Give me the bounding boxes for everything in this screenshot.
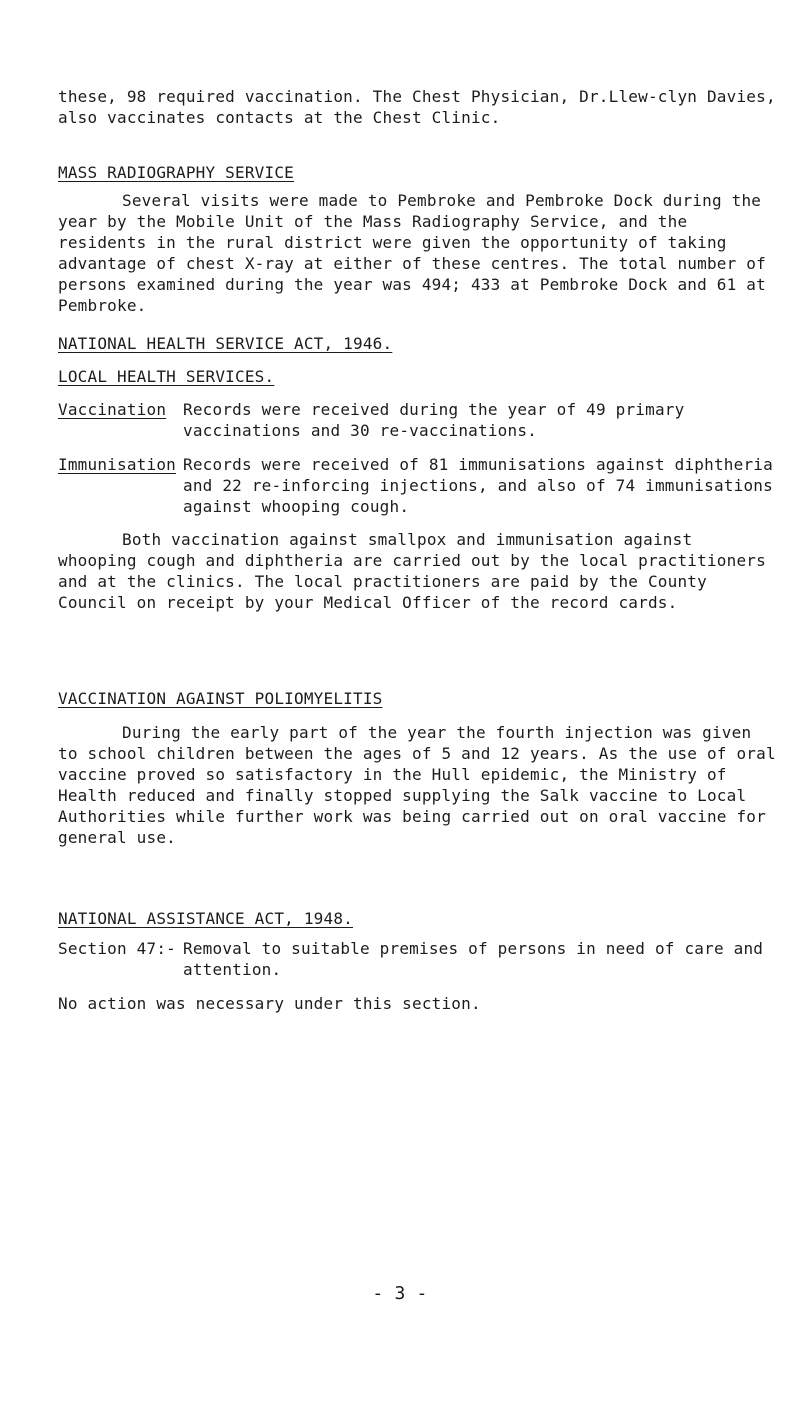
immunisation-row — [58, 454, 778, 517]
immunisation-text: Records were received of 81 immunisations against diphtheria and 22 re-inforcing injections, and also of 74 immunisations against whooping cough. — [183, 455, 773, 516]
polio-section — [58, 688, 778, 848]
assistance-act-section — [58, 908, 778, 1014]
section-47-label: Section 47:- — [58, 939, 176, 958]
local-health-heading: LOCAL HEALTH SERVICES. — [58, 367, 275, 386]
local-health-section — [58, 366, 778, 613]
mass-radiography-paragraph: Several visits were made to Pembroke and Pembroke Dock during the year by the Mobile Unit of the Mass Radiography Service, and the residents in the rural district were given the opportunity of taking advantage of chest X-ray at either of these centres. The total number of persons examined during the year was 494; 433 at Pembroke Dock and 61 at Pembroke. — [58, 191, 766, 315]
immunisation-label: Immunisation — [58, 455, 176, 474]
vaccination-label: Vaccination — [58, 400, 167, 419]
nhs-act-heading: NATIONAL HEALTH SERVICE ACT, 1946. — [58, 334, 393, 353]
mass-radiography-section — [58, 162, 778, 316]
nhs-act-section — [58, 333, 778, 354]
mass-radiography-heading: MASS RADIOGRAPHY SERVICE — [58, 163, 294, 182]
no-action-note: No action was necessary under this section. — [58, 994, 481, 1013]
polio-heading: VACCINATION AGAINST POLIOMYELITIS — [58, 689, 383, 708]
section-47-text: Removal to suitable premises of persons in need of care and attention. — [183, 939, 764, 979]
section-47-row — [58, 938, 778, 980]
vaccination-row — [58, 399, 778, 441]
page-number: - 3 - — [372, 1283, 428, 1304]
intro-section — [58, 86, 778, 128]
polio-paragraph: During the early part of the year the fourth injection was given to school children between the ages of 5 and 12 years. As the use of oral vaccine proved so satisfactory in the Hull epidemic, the Ministry of Health reduced and finally stopped supplying the Salk vaccine to Local Authorities while further work was being carried out on oral vaccine for general use. — [58, 723, 776, 847]
assistance-act-heading: NATIONAL ASSISTANCE ACT, 1948. — [58, 909, 353, 928]
vaccination-text: Records were received during the year of 49 primary vaccinations and 30 re-vaccinations. — [183, 400, 685, 440]
intro-paragraph: these, 98 required vaccination. The Chest Physician, Dr.Llew-clyn Davies, also vaccinates contacts at the Chest Clinic. — [58, 87, 776, 127]
both-vaccination-paragraph: Both vaccination against smallpox and immunisation against whooping cough and diphtheria are carried out by the local practitioners and at the clinics. The local practitioners are paid by the County Council on receipt by your Medical Officer of the record cards. — [58, 530, 766, 612]
